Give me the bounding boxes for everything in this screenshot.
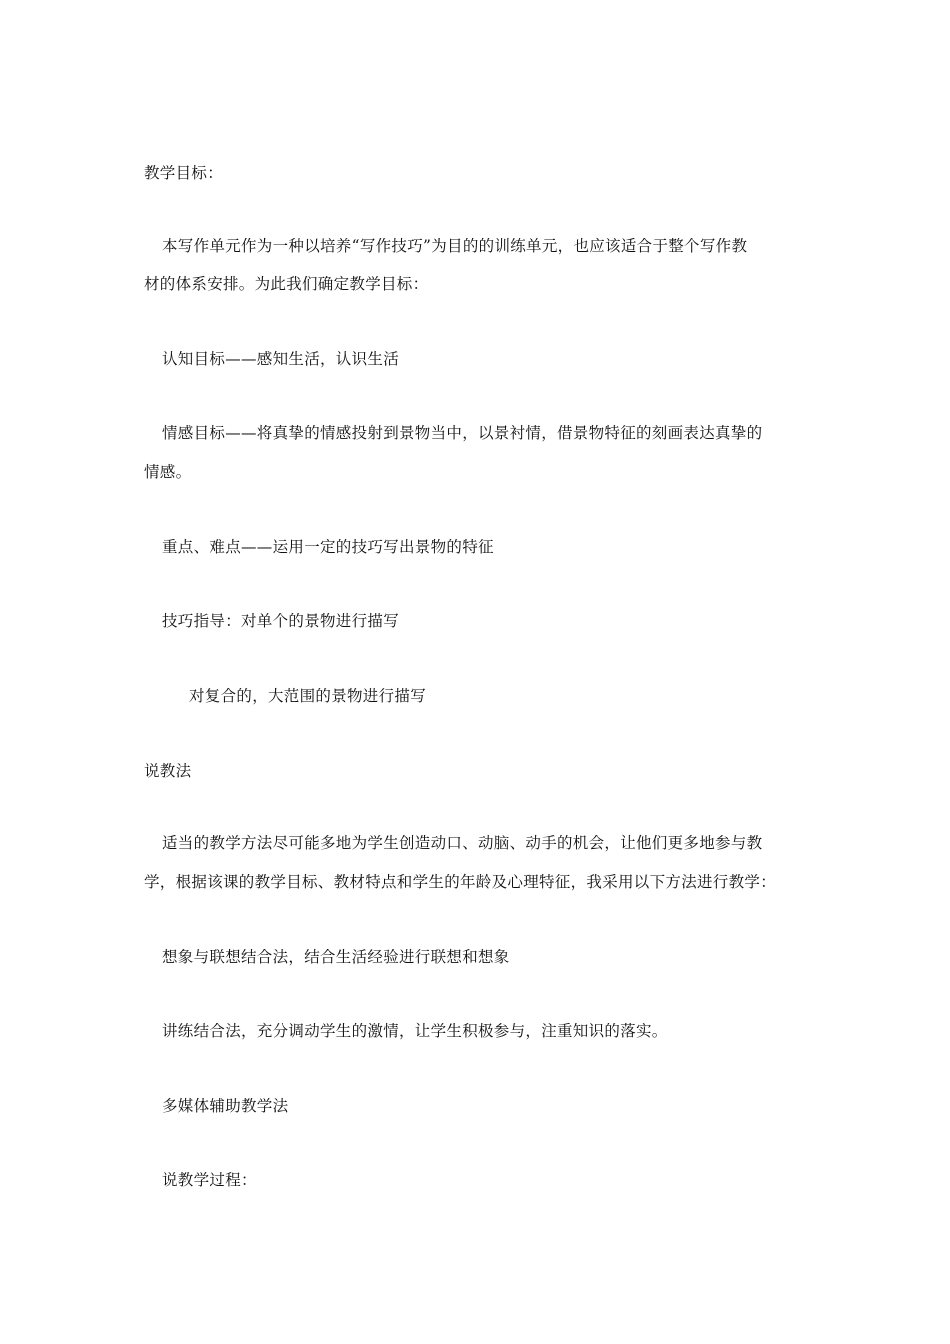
goal-emotion-line-1: 情感目标——将真挚的情感投射到景物当中，以景衬情，借景物特征的刻画表达真挚的 (162, 424, 763, 442)
method-lecture-practice: 讲练结合法，充分调动学生的激情，让学生积极参与，注重知识的落实。 (162, 1022, 668, 1040)
intro-paragraph-line-1: 本写作单元作为一种以培养“写作技巧”为目的的训练单元，也应该适合于整个写作教 (162, 237, 748, 255)
goal-cognitive: 认知目标——感知生活，认识生活 (162, 350, 400, 368)
heading-teaching-method: 说教法 (144, 762, 192, 780)
method-imagination: 想象与联想结合法，结合生活经验进行联想和想象 (162, 948, 510, 966)
method-paragraph-line-1: 适当的教学方法尽可能多地为学生创造动口、动脑、动手的机会，让他们更多地参与教 (162, 834, 763, 852)
heading-teaching-objectives: 教学目标： (144, 164, 224, 182)
heading-teaching-process: 说教学过程： (162, 1171, 257, 1189)
method-paragraph-line-2: 学，根据该课的教学目标、教材特点和学生的年龄及心理特征，我采用以下方法进行教学： (144, 873, 777, 891)
skill-guide-single: 技巧指导：对单个的景物进行描写 (162, 612, 400, 630)
method-multimedia: 多媒体辅助教学法 (162, 1097, 289, 1115)
key-difficult-points: 重点、难点——运用一定的技巧写出景物的特征 (162, 538, 494, 556)
intro-paragraph-line-2: 材的体系安排。为此我们确定教学目标： (144, 275, 429, 293)
skill-guide-compound: 对复合的，大范围的景物进行描写 (189, 687, 427, 705)
goal-emotion-line-2: 情感。 (144, 463, 192, 481)
